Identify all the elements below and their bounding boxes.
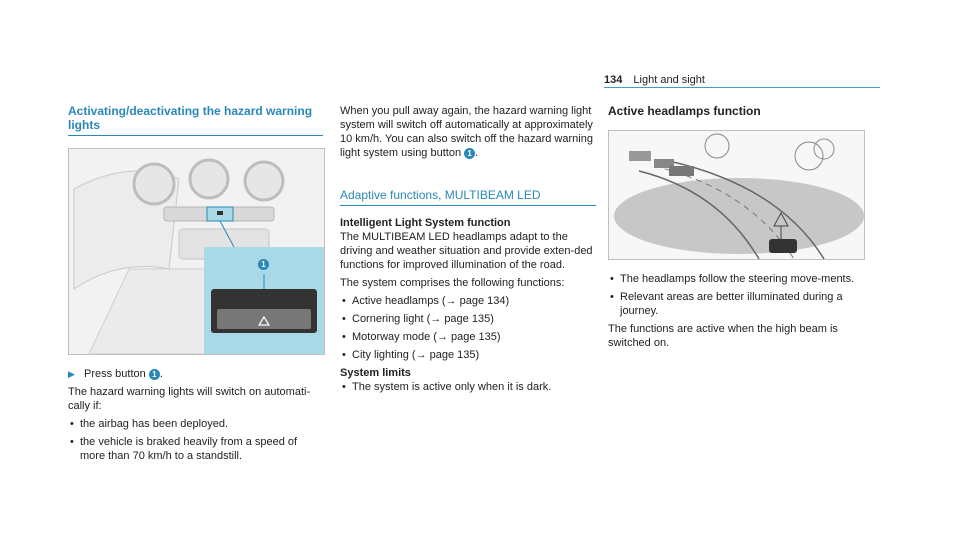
closing-text: The functions are active when the high beam is switched on. [608,323,838,349]
hazard-intro: The hazard warning lights will switch on automati-cally if: [68,386,311,412]
headlamp-bullets [608,272,864,318]
list-item: • Active headlamps (→ page 134) [340,294,596,308]
list-item: • Relevant areas are better illuminated during a journey. [608,290,864,318]
list-item: • the vehicle is braked heavily from a speed of more than 70 km/h to a standstill. [68,435,323,463]
list-item: • The headlamps follow the steering move-ments. [608,272,864,286]
step-badge: 1 [149,369,160,380]
column-1 [68,104,323,467]
list-item: • Cornering light (→ page 135) [340,312,596,326]
limits-list [340,380,596,394]
header-rule [604,87,880,88]
functions-list [340,294,596,362]
road-illustration [609,131,864,259]
pull-away-paragraph [340,104,596,160]
column-3 [608,104,864,354]
callout-badge-1: 1 [258,259,269,270]
list-item: • The system is active only when it is dark. [340,380,596,394]
hazard-conditions-list [68,417,323,463]
chapter-title: Light and sight [633,74,705,86]
hazard-switch-figure [68,148,325,355]
adaptive-section-title: Adaptive functions, MULTIBEAM LED [340,188,596,206]
step-suffix: . [159,368,163,380]
list-item: • the airbag has been deployed. [68,417,323,431]
hazard-section-title: Activating/deactivating the hazard warning lights [68,104,323,136]
para-end: . [475,147,479,159]
comprises-text: The system comprises the following functions: [340,277,565,289]
active-headlamps-figure [608,130,865,260]
para-badge: 1 [464,148,475,159]
pull-away-text: When you pull away again, the hazard warning light system will switch off automatically at approximately 10 km/h. You can also switch off the hazard warning light system using button [340,105,593,159]
system-limits-subtitle: System limits [340,367,411,379]
intelligent-light-text: The MULTIBEAM LED headlamps adapt to the driving and weather situation and provide exten-ded functions for improved illumination of the road. [340,231,593,271]
page-number: 134 [604,74,623,86]
press-button-step [68,367,323,381]
page-header [604,73,880,87]
step-text: Press button [84,368,146,380]
column-2 [340,104,596,398]
intelligent-light-subtitle: Intelligent Light System function [340,217,511,229]
dashboard-illustration [69,149,324,354]
list-item: • City lighting (→ page 135) [340,348,596,362]
list-item: • Motorway mode (→ page 135) [340,330,596,344]
active-headlamps-title: Active headlamps function [608,104,761,118]
